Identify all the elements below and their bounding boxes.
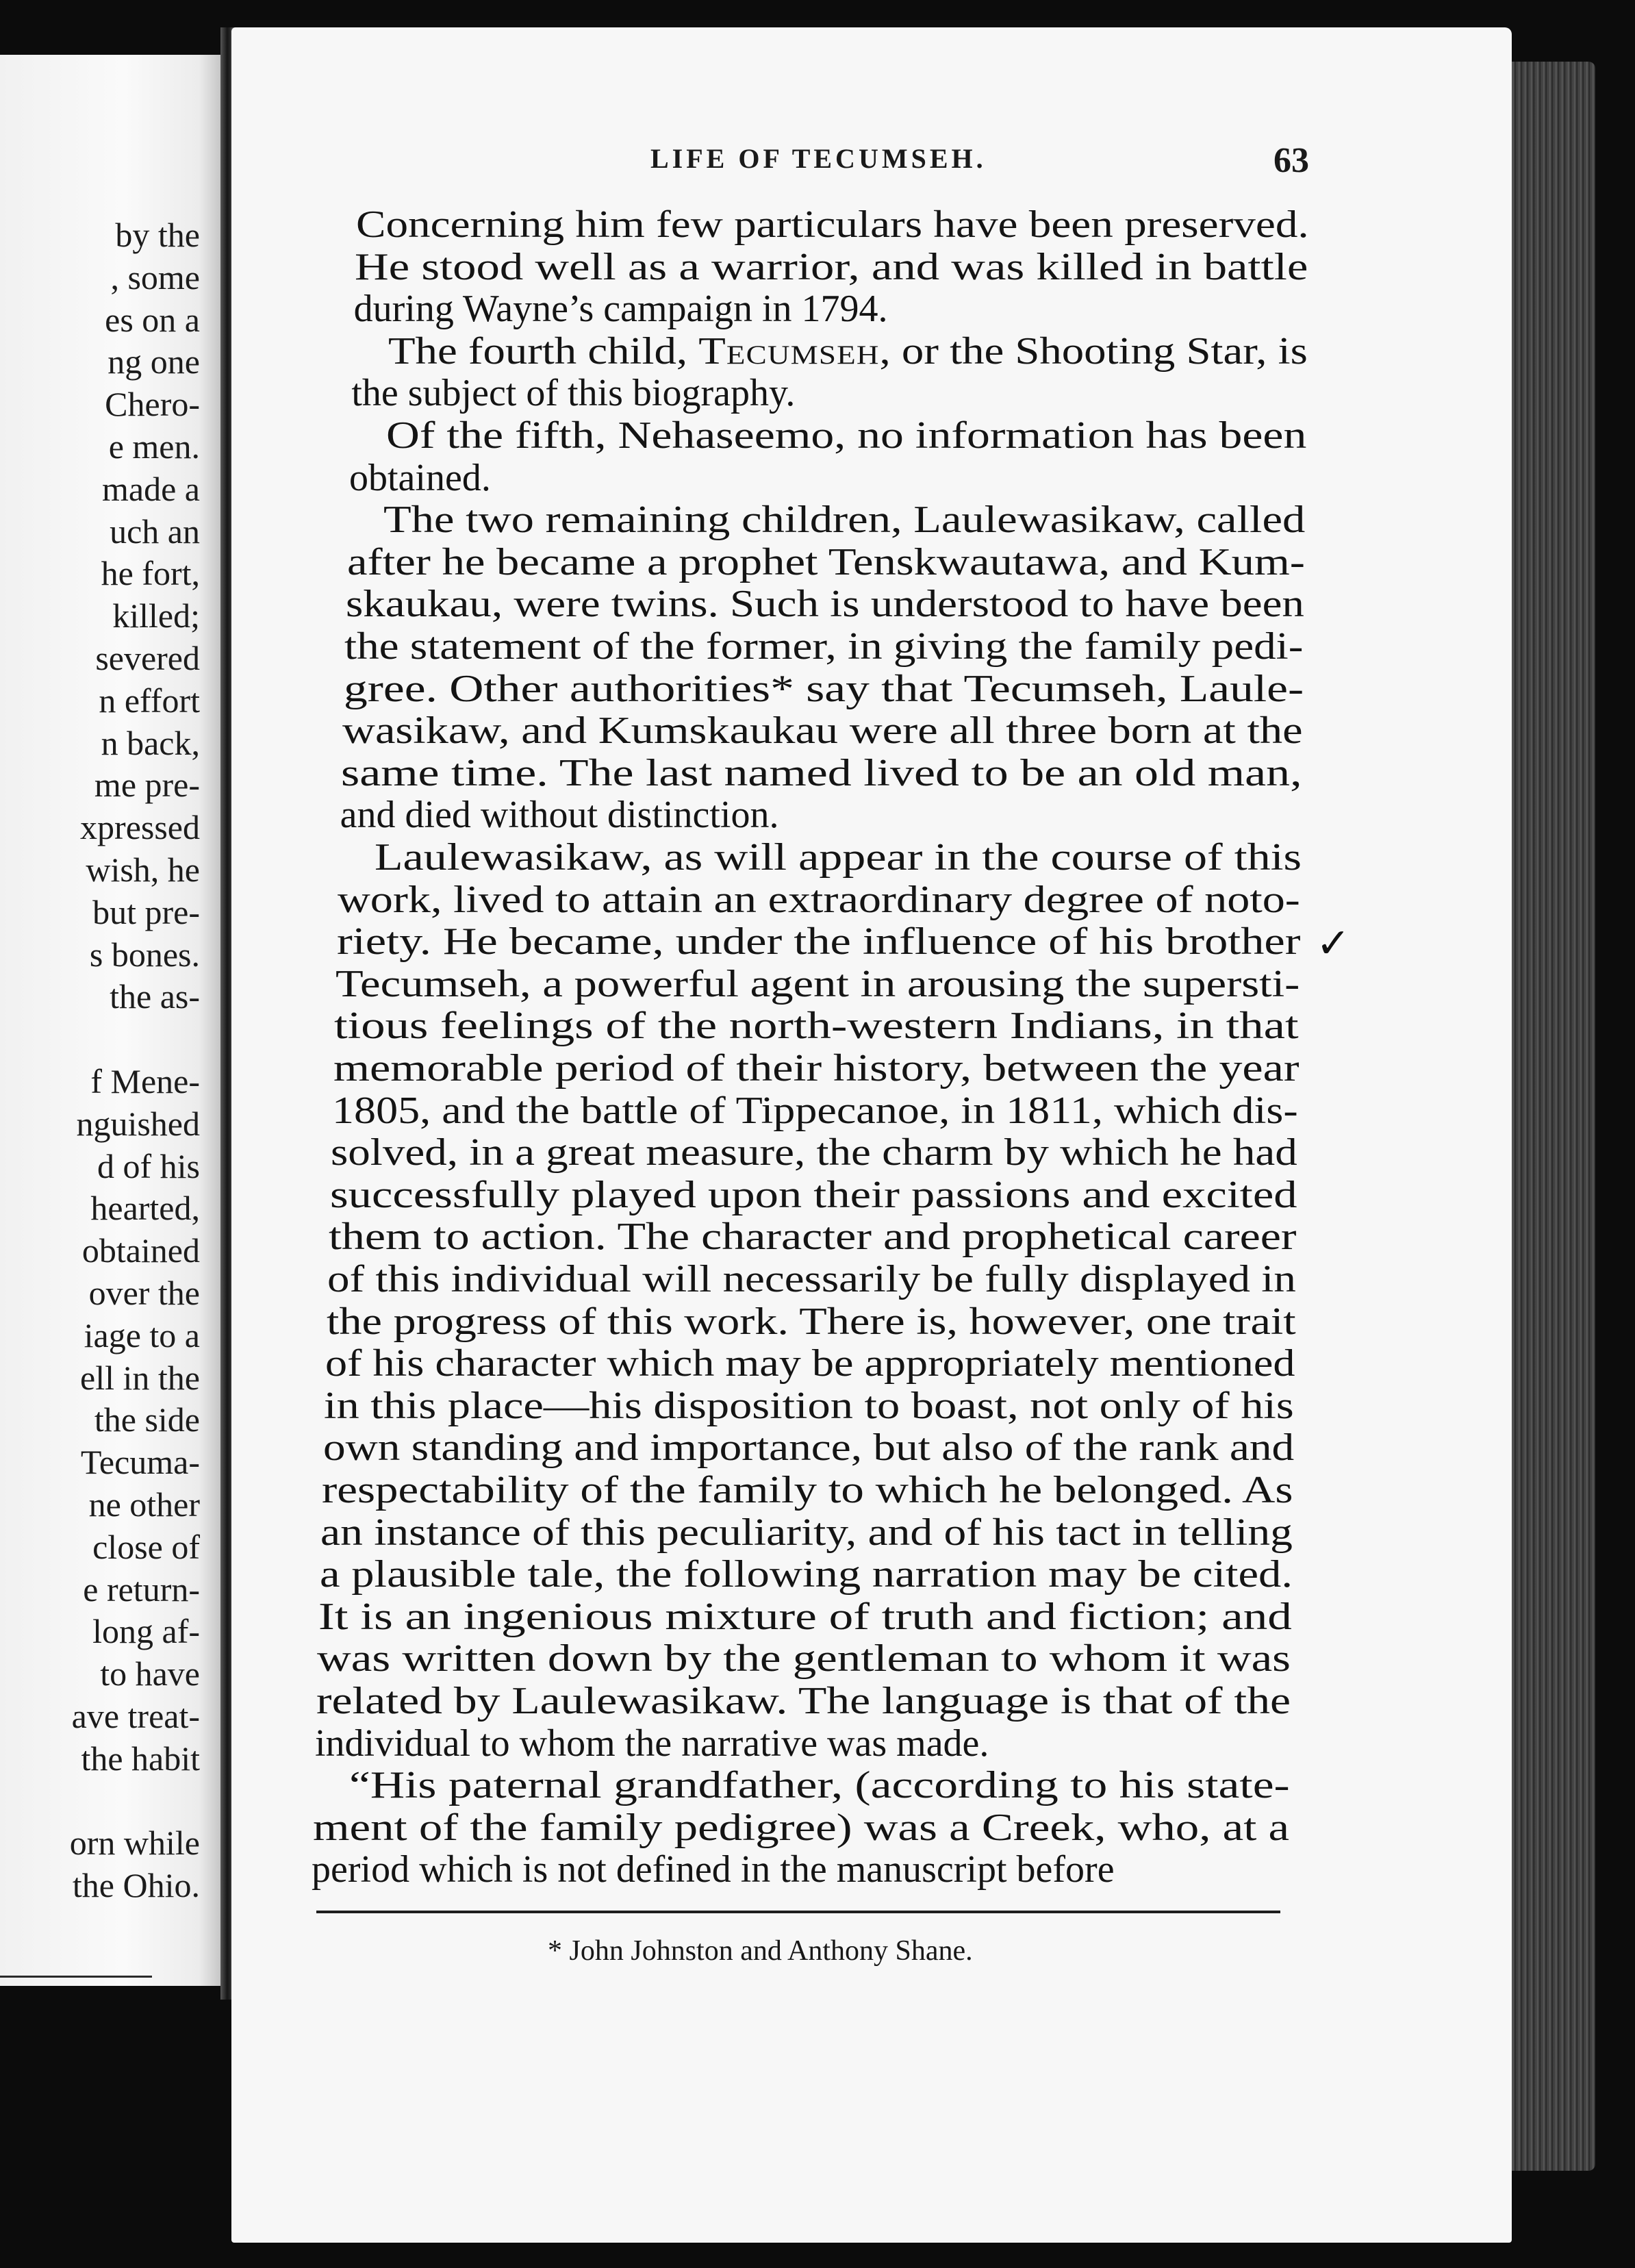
body-line: during Wayne’s campaign in 1794. [353,288,888,331]
margin-check-mark: ✓ [1316,920,1351,968]
body-line: was written down by the gentleman to whom it was [317,1637,1291,1680]
body-line: and died without distinction. [340,794,779,837]
body-line: period which is not defined in the manuscript before [312,1848,1115,1891]
facing-page-line: Chero- [105,385,200,424]
body-line: them to action. The character and prophetical career [329,1215,1297,1259]
body-line: ment of the family pedigree) was a Creek, who, at a [312,1806,1289,1849]
body-line: individual to whom the narrative was made. [315,1722,989,1765]
facing-page-line: obtained [81,1231,200,1270]
facing-page-line: ell in the [80,1358,200,1397]
facing-page-line: , some [110,257,200,297]
body-line: The fourth child, Tecumseh, or the Shooting Star, is [388,329,1308,373]
facing-page-line: the habit [81,1739,200,1778]
facing-page-line: but pre- [92,892,200,931]
body-line: Of the fifth, Nehaseemo, no information has been [385,414,1307,457]
facing-page-line: Tecuma- [80,1443,200,1482]
body-line: the statement of the former, in giving the family pedi- [344,625,1304,668]
body-line: Concerning him few particulars have been preserved. [356,203,1309,246]
facing-page-line: hearted, [90,1189,200,1228]
running-head: LIFE OF TECUMSEH. [650,143,987,174]
body-line: riety. He became, under the influence of his brother [336,920,1301,963]
body-line: It is an ingenious mixture of truth and fiction; and [318,1595,1292,1638]
facing-page-line: nguished [76,1104,200,1143]
facing-page-line: e return- [83,1570,200,1609]
facing-page-line: es on a [105,300,200,339]
facing-page-line: close of [92,1527,200,1566]
facing-page-line: n effort [99,681,200,720]
facing-page-line: made a [102,469,200,508]
facing-page-line: ne other [88,1485,200,1524]
facing-page-line: d of his [97,1146,200,1185]
body-line: a plausible tale, the following narration may be cited. [319,1553,1293,1596]
footnote-rule [316,1911,1280,1913]
body-line: after he became a prophet Tenskwautawa, and Kum- [346,540,1305,583]
body-line: Tecumseh, a powerful agent in arousing the supersti- [335,962,1300,1005]
facing-page-line: s bones. [89,935,200,974]
footnote: * John Johnston and Anthony Shane. [548,1935,973,1967]
body-line: gree. Other authorities* say that Tecumseh, Laule- [343,667,1304,710]
body-line: tious feelings of the north-western Indians, in that [334,1005,1299,1048]
facing-page-footnote-rule [0,1976,152,1978]
body-line: an instance of this peculiarity, and of his tact in telling [320,1511,1293,1554]
facing-page-line: long af- [92,1612,200,1651]
body-line: obtained. [349,456,491,499]
facing-page-line: ng one [107,342,200,381]
facing-page-line: by the [115,216,200,254]
body-line: own standing and importance, but also of the rank and [322,1426,1294,1470]
body-line: solved, in a great measure, the charm by which he had [331,1131,1298,1174]
body-line: successfully played upon their passions and excited [329,1173,1297,1216]
facing-page-line: me pre- [94,766,200,805]
facing-page-line: orn while [69,1824,200,1863]
facing-page-line: the as- [110,977,200,1016]
facing-page-line: f Mene- [90,1062,200,1100]
body-line: “His paternal grandfather, (according to his state- [349,1764,1291,1807]
body-line: same time. The last named lived to be an old man, [341,751,1302,794]
facing-page-line: ave treat- [71,1697,200,1735]
page-number: 63 [1273,141,1309,180]
body-line: related by Laulewasikaw. The language is that of the [316,1680,1291,1722]
body-line: of his character which may be appropriately mentioned [325,1342,1295,1385]
facing-page-line: xpressed [80,808,200,847]
body-line: of this individual will necessarily be fully displayed in [327,1258,1297,1300]
facing-page-line: uch an [110,512,200,551]
body-line: respectability of the family to which he belonged. As [322,1469,1293,1511]
body-line: 1805, and the battle of Tippecanoe, in 1811, which dis- [332,1089,1298,1132]
body-line: Laulewasikaw, as will appear in the course of this [375,836,1302,879]
facing-page-line: wish, he [86,850,200,889]
body-line: skaukau, were twins. Such is understood to have been [346,583,1304,626]
facing-page-line: killed; [112,596,200,635]
subject-name: Tecumseh [698,329,880,373]
facing-page-line: he fort, [101,554,200,593]
facing-page-left [0,55,226,1986]
body-line: memorable period of their history, between the year [333,1047,1300,1089]
body-line: in this place—his disposition to boast, not only of his [324,1384,1295,1427]
body-line: He stood well as a warrior, and was killed in battle [355,245,1308,288]
body-line: the progress of this work. There is, however, one trait [326,1300,1296,1343]
facing-page-line: n back, [101,723,200,762]
facing-page-line: iage to a [84,1315,200,1354]
body-line: The two remaining children, Laulewasikaw, called [383,499,1306,542]
facing-page-line: severed [95,639,200,677]
facing-page-line: to have [100,1654,200,1693]
facing-page-line: e men. [108,427,200,466]
facing-page-line: the side [94,1400,200,1439]
body-line: wasikaw, and Kumskaukau were all three born at the [342,709,1303,753]
facing-page-line: over the [88,1274,200,1312]
facing-page-line: the Ohio. [72,1866,200,1905]
body-line: work, lived to attain an extraordinary degree of noto- [338,878,1301,921]
body-line: the subject of this biography. [351,372,796,415]
